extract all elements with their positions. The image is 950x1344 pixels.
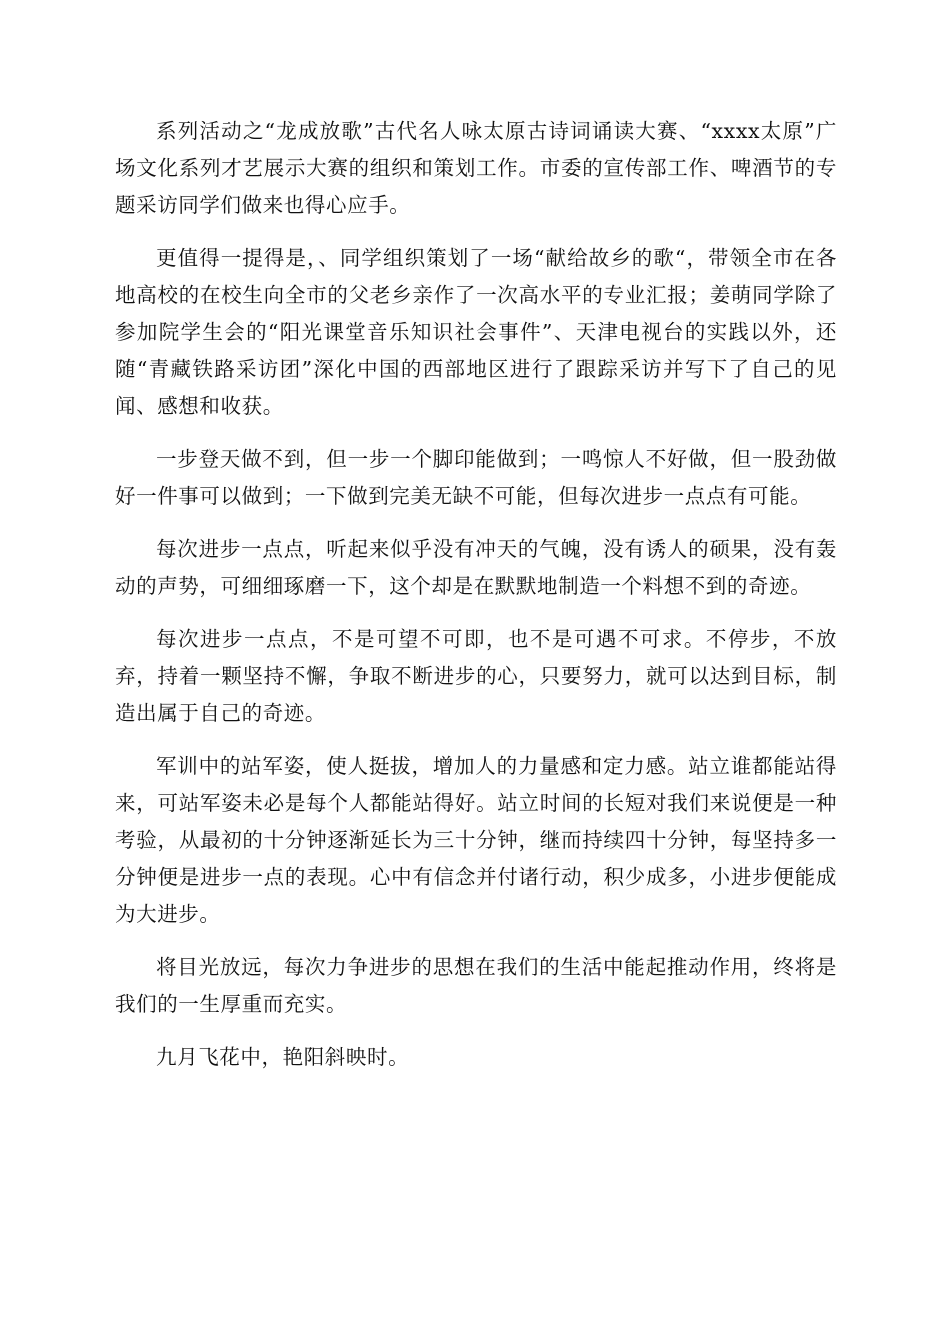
document-body bbox=[115, 113, 837, 1092]
paragraph-5: 每次进步一点点，不是可望不可即，也不是可遇不可求。不停步，不放弃，持着一颗坚持不懈，争取不断进步的心，只要努力，就可以达到目标，制造出属于自己的奇迹。 bbox=[115, 627, 837, 725]
paragraph-7: 将目光放远，每次力争进步的思想在我们的生活中能起推动作用，终将是我们的一生厚重而充实。 bbox=[115, 955, 837, 1016]
paragraph-6: 军训中的站军姿，使人挺拔，增加人的力量感和定力感。站立谁都能站得来，可站军姿未必是每个人都能站得好。站立时间的长短对我们来说便是一种考验，从最初的十分钟逐渐延长为三十分钟，继而持续四十分钟，每坚持多一分钟便是进步一点的表现。心中有信念并付诸行动，积少成多，小进步便能成为大进步。 bbox=[115, 754, 837, 926]
paragraph-2: 更值得一提得是，、同学组织策划了一场“献给故乡的歌“，带领全市在各地高校的在校生向全市的父老乡亲作了一次高水平的专业汇报；姜萌同学除了参加院学生会的“阳光课堂音乐知识社会事件”、天津电视台的实践以外，还随“青藏铁路采访团”深化中国的西部地区进行了跟踪采访并写下了自己的见闻、感想和收获。 bbox=[115, 246, 837, 418]
paragraph-4: 每次进步一点点，听起来似乎没有冲天的气魄，没有诱人的硕果，没有轰动的声势，可细细琢磨一下，这个却是在默默地制造一个料想不到的奇迹。 bbox=[115, 537, 837, 598]
paragraph-3: 一步登天做不到，但一步一个脚印能做到；一鸣惊人不好做，但一股劲做好一件事可以做到；一下做到完美无缺不可能，但每次进步一点点有可能。 bbox=[115, 447, 837, 508]
paragraph-1: 系列活动之“龙成放歌”古代名人咏太原古诗词诵读大赛、“xxxx太原”广场文化系列才艺展示大赛的组织和策划工作。市委的宣传部工作、啤酒节的专题采访同学们做来也得心应手。 bbox=[115, 119, 837, 217]
paragraph-8: 九月飞花中，艳阳斜映时。 bbox=[156, 1045, 410, 1069]
